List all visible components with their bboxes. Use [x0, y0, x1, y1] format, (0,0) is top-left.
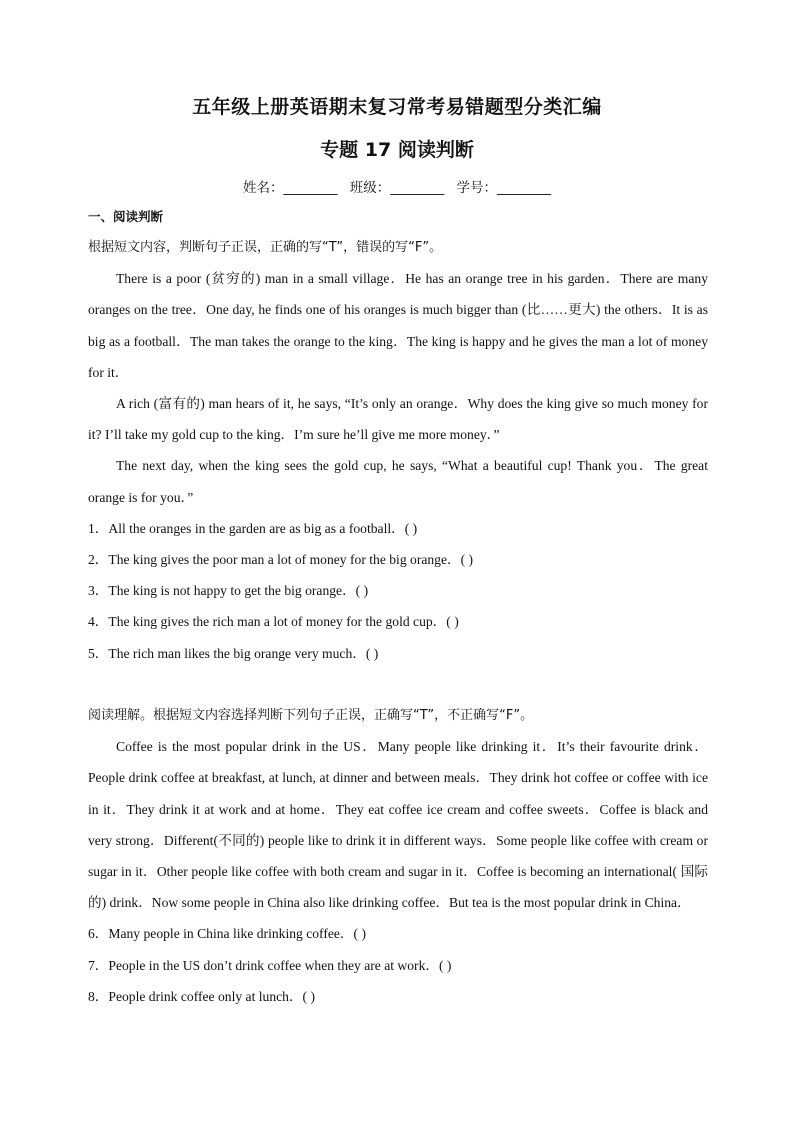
- student-info-line: [0, 176, 794, 196]
- passage-paragraph: The next day, when the king sees the gold cup, he says, “What a beautiful cup! Thank you．The great orange is for you．”: [88, 458, 708, 505]
- passage-paragraph: A rich (富有的) man hears of it, he says, “It’s only an orange．Why does the king give so much money for it? I’ll take my gold cup to the king．I’m sure he’ll give me more money．”: [88, 396, 708, 443]
- question-item: 4．The king gives the rich man a lot of money for the gold cup．( ): [88, 614, 459, 630]
- passage-paragraph: Coffee is the most popular drink in the US．Many people like drinking it．It’s their favourite drink．People drink coffee at breakfast, at lunch, at dinner and between meals．They drink hot coffee or coffee with ice in it．They drink it at work and at home．They eat coffee ice cream and coffee sweets．Coffee is black and very strong．Different(不同的) people like to drink it in different ways．Some people like coffee with cream or sugar in it．Other people like coffee with both cream and sugar in it．Coffee is becoming an international( 国际的) drink．Now some people in China also like drinking coffee．But tea is the most popular drink in China．: [88, 739, 708, 911]
- question-item: 2．The king gives the poor man a lot of money for the big orange．( ): [88, 552, 474, 568]
- section-heading: 一、阅读判断: [88, 209, 164, 224]
- page-subtitle: 专题 17 阅读判断: [320, 139, 474, 161]
- section-instruction: 阅读理解。根据短文内容选择判断下列句子正误，正确写“T”，不正确写“F”。: [88, 708, 534, 723]
- question-item: 6．Many people in China like drinking coffee．( ): [88, 926, 366, 942]
- passage-paragraph: There is a poor (贫穷的) man in a small village．He has an orange tree in his garden．There are many oranges on the tree．One day, he finds one of his oranges is much bigger than (比……更大) the others．It is as big as a football．The man takes the orange to the king．The king is happy and he gives the man a lot of money for it．: [88, 271, 708, 380]
- reading-section-1: [88, 232, 708, 669]
- student-id-field: 学号：________: [456, 180, 552, 196]
- question-item: 3．The king is not happy to get the big orange．( ): [88, 583, 369, 599]
- question-item: 5．The rich man likes the big orange very much．( ): [88, 645, 379, 661]
- name-field: 姓名：________: [242, 180, 338, 196]
- section-instruction: 根据短文内容，判断句子正误，正确的写“T”，错误的写“F”。: [88, 240, 443, 255]
- question-item: 1．All the oranges in the garden are as big as a football．( ): [88, 520, 418, 536]
- question-item: 8．People drink coffee only at lunch．( ): [88, 988, 316, 1004]
- reading-section-2: [88, 700, 708, 1012]
- question-item: 7．People in the US don’t drink coffee when they are at work．( ): [88, 957, 452, 973]
- page-title: 五年级上册英语期末复习常考易错题型分类汇编: [192, 96, 602, 118]
- class-field: 班级：________: [349, 180, 445, 196]
